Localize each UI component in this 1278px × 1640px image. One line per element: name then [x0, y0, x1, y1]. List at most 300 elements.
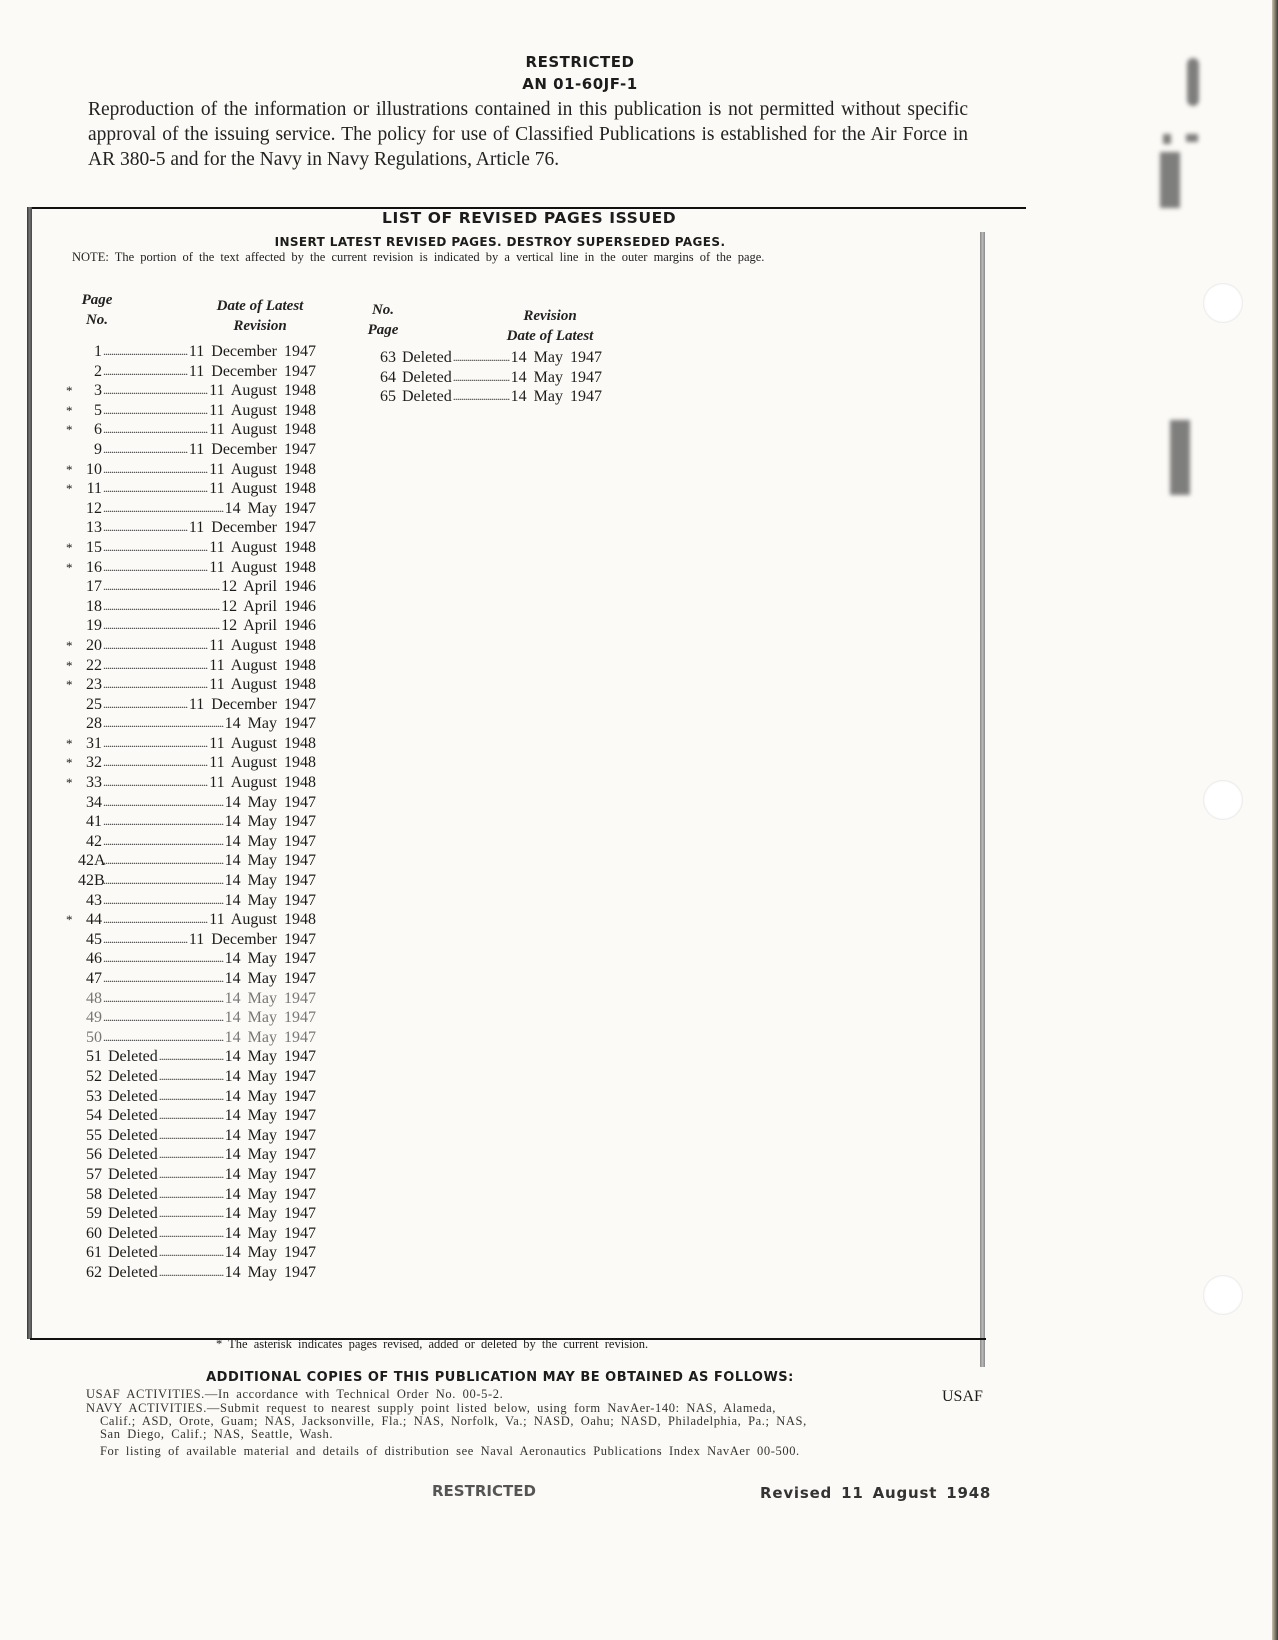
- page-number: 15: [86, 538, 102, 556]
- dot-leader: [103, 910, 208, 930]
- revised-asterisk: [66, 1106, 78, 1126]
- revised-asterisk: [66, 1243, 78, 1263]
- revision-row: [66, 1204, 316, 1224]
- page-number: 57: [86, 1165, 102, 1183]
- revision-row: [66, 460, 316, 480]
- page-number: 63: [380, 349, 396, 366]
- dot-leader: [103, 499, 224, 519]
- dot-leader: [103, 558, 208, 578]
- revised-asterisk: [66, 1204, 78, 1224]
- revision-row: [66, 597, 316, 617]
- page-number: 51: [86, 1048, 102, 1066]
- page-number: 11: [86, 480, 102, 498]
- revised-asterisk: [360, 348, 372, 368]
- header-line: Date of Latest: [506, 328, 594, 344]
- dot-leader: [103, 460, 208, 480]
- revision-row: [66, 675, 316, 695]
- page-number: 42B: [78, 872, 105, 890]
- right-page-header: [358, 300, 408, 340]
- revision-date: 14 May 1947: [224, 1205, 316, 1223]
- staple-mark-icon: [1187, 58, 1199, 106]
- staple-mark-icon: [1170, 420, 1190, 495]
- revision-row: [66, 656, 316, 676]
- page-status: Deleted: [402, 349, 452, 366]
- revision-date: 11 August 1948: [209, 734, 316, 752]
- page-number: 19: [86, 617, 102, 635]
- binder-hole-icon: [1203, 780, 1243, 820]
- revision-row: [66, 734, 316, 754]
- page-number: 22: [86, 656, 102, 674]
- page-number: 50: [86, 1028, 102, 1046]
- page-status: Deleted: [108, 1087, 158, 1105]
- page-number: 53: [86, 1087, 102, 1105]
- page-number: 20: [86, 636, 102, 654]
- dot-leader: [453, 387, 510, 407]
- dot-leader: [103, 695, 188, 715]
- dot-leader: [103, 381, 208, 401]
- revised-asterisk: [66, 577, 78, 597]
- page-number: 43: [86, 891, 102, 909]
- revision-row: [66, 558, 316, 578]
- revision-row: [66, 851, 316, 871]
- page-number: 1: [94, 343, 102, 360]
- revised-asterisk: [66, 1263, 78, 1283]
- revision-date: 11 August 1948: [209, 401, 316, 419]
- revised-asterisk: *: [66, 912, 73, 928]
- revision-date: 14 May 1947: [224, 499, 316, 517]
- revised-asterisk: *: [66, 657, 73, 673]
- revised-asterisk: [360, 368, 372, 388]
- revision-date: 14 May 1947: [224, 1009, 316, 1027]
- revised-asterisk: [66, 989, 78, 1009]
- revision-date: 14 May 1947: [224, 715, 316, 733]
- revision-row: [66, 381, 316, 401]
- footer-classification: RESTRICTED: [432, 1482, 536, 1500]
- page-number: 46: [86, 950, 102, 968]
- page-number: 52: [86, 1067, 102, 1085]
- revision-row: [66, 812, 316, 832]
- revision-date: 14 May 1947: [224, 950, 316, 968]
- revision-row: [66, 989, 316, 1009]
- document-number: AN 01-60JF-1: [522, 75, 638, 93]
- revision-note: NOTE: The portion of the text affected by the current revision is indicated by a vertical line in the outer margins of the page.: [72, 250, 765, 264]
- revision-row: [66, 1087, 316, 1107]
- dot-leader: [103, 989, 224, 1009]
- revision-date: 14 May 1947: [224, 872, 316, 890]
- dot-leader: [103, 773, 208, 793]
- revision-date: 14 May 1947: [224, 1165, 316, 1183]
- revision-date: 14 May 1947: [224, 989, 316, 1007]
- revision-row: [66, 1243, 316, 1263]
- dot-leader: [103, 930, 188, 950]
- revision-row: [66, 695, 316, 715]
- header-line: Page: [367, 322, 399, 338]
- revised-asterisk: *: [66, 422, 73, 438]
- revision-row: [66, 714, 316, 734]
- dot-leader: [103, 812, 224, 832]
- right-date-header: [490, 306, 610, 346]
- revised-asterisk: *: [66, 481, 73, 497]
- revision-row: [66, 499, 316, 519]
- revised-asterisk: *: [66, 735, 73, 751]
- revision-row: [66, 1224, 316, 1244]
- additional-copies-title: ADDITIONAL COPIES OF THIS PUBLICATION MAY BE OBTAINED AS FOLLOWS:: [206, 1370, 794, 1385]
- dot-leader: [103, 753, 208, 773]
- page-number: 12: [86, 499, 102, 517]
- page-number: 48: [86, 989, 102, 1007]
- dot-leader: [103, 342, 188, 362]
- revision-date: 14 May 1947: [224, 832, 316, 850]
- revision-row: [66, 773, 316, 793]
- revision-date: 11 August 1948: [209, 636, 316, 654]
- revision-date: 11 August 1948: [209, 911, 316, 929]
- revision-row: [66, 577, 316, 597]
- page-number: 60: [86, 1224, 102, 1242]
- frame-left-rule: [27, 207, 32, 1339]
- page-status: Deleted: [108, 1107, 158, 1125]
- revised-asterisk: *: [66, 402, 73, 418]
- dot-leader: [159, 1165, 224, 1185]
- revision-row: [66, 832, 316, 852]
- page-number: 2: [94, 362, 102, 380]
- frame-right-rule: [980, 232, 985, 1367]
- dot-leader: [103, 793, 224, 813]
- revision-row: [66, 1145, 316, 1165]
- revision-date: 14 May 1947: [224, 970, 316, 987]
- dot-leader: [103, 479, 208, 499]
- page-number: 61: [86, 1244, 102, 1262]
- page-number: 58: [86, 1185, 102, 1203]
- page-status: Deleted: [108, 1048, 158, 1066]
- revised-asterisk: [66, 597, 78, 617]
- dot-leader: [103, 616, 220, 636]
- page-number: 65: [380, 388, 396, 406]
- revised-asterisk: [66, 891, 78, 911]
- page-number: 6: [94, 421, 102, 439]
- revised-asterisk: [66, 812, 78, 832]
- revision-date: 11 August 1948: [209, 480, 316, 498]
- page-number: 42A: [78, 852, 106, 870]
- revision-date: 11 August 1948: [209, 460, 316, 478]
- dot-leader: [103, 871, 224, 891]
- revision-date: 11 August 1948: [209, 558, 316, 576]
- page-status: Deleted: [108, 1067, 158, 1085]
- page-number: 44: [86, 911, 102, 929]
- page-number: 3: [94, 382, 102, 400]
- dot-leader: [159, 1185, 224, 1205]
- page-number: 42: [86, 832, 102, 850]
- asterisk-footnote: * The asterisk indicates pages revised, added or deleted by the current revision.: [216, 1337, 649, 1351]
- revision-date: 14 May 1947: [510, 368, 602, 386]
- page-number: 47: [86, 970, 102, 987]
- staple-mark-icon: [1163, 134, 1171, 144]
- revision-row: [66, 930, 316, 950]
- revision-date: 11 December 1947: [188, 362, 316, 380]
- dot-leader: [159, 1204, 224, 1224]
- dot-leader: [159, 1263, 224, 1283]
- revision-date: 14 May 1947: [224, 1263, 316, 1281]
- page-number: 23: [86, 676, 102, 694]
- binder-hole-icon: [1203, 283, 1243, 323]
- revised-asterisk: [66, 1224, 78, 1244]
- dot-leader: [103, 714, 224, 734]
- dot-leader: [159, 1047, 224, 1067]
- dot-leader: [103, 949, 224, 969]
- revised-asterisk: [66, 793, 78, 813]
- header-line: Revision: [233, 318, 287, 334]
- revision-date: 14 May 1947: [224, 1067, 316, 1085]
- page-number: 49: [86, 1009, 102, 1027]
- revision-row: [66, 1165, 316, 1185]
- revision-row: [66, 949, 316, 969]
- dot-leader: [103, 832, 224, 852]
- page-status: Deleted: [108, 1185, 158, 1203]
- navy-activities: NAVY ACTIVITIES.—Submit request to nearest supply point listed below, using form NavAer-140: NAS, Alameda,: [86, 1401, 777, 1415]
- page-number: 33: [86, 774, 102, 792]
- navy-activities-3: San Diego, Calif.; NAS, Seattle, Wash.: [100, 1427, 334, 1441]
- page-status: Deleted: [402, 368, 452, 386]
- revision-date: 14 May 1947: [224, 1107, 316, 1125]
- revision-date: 14 May 1947: [224, 1146, 316, 1164]
- page-number: 41: [86, 813, 102, 831]
- staple-mark-icon: [1160, 152, 1180, 208]
- revised-asterisk: [66, 1145, 78, 1165]
- revised-asterisk: *: [66, 637, 73, 653]
- page-number: 5: [94, 401, 102, 419]
- revision-date: 11 August 1948: [209, 538, 316, 556]
- dot-leader: [159, 1067, 224, 1087]
- revision-date: 11 December 1947: [188, 343, 316, 360]
- dot-leader: [103, 891, 224, 911]
- dot-leader: [103, 440, 188, 460]
- dot-leader: [103, 1028, 224, 1048]
- header-line: Revision: [523, 308, 577, 324]
- revised-asterisk: [66, 1008, 78, 1028]
- page-number: 13: [86, 519, 102, 537]
- revised-asterisk: [66, 930, 78, 950]
- page-number: 10: [86, 460, 102, 478]
- revised-asterisk: [66, 1185, 78, 1205]
- revision-row: [66, 1008, 316, 1028]
- page-number: 55: [86, 1126, 102, 1144]
- dot-leader: [103, 969, 224, 989]
- revision-date: 14 May 1947: [224, 1224, 316, 1242]
- reproduction-notice: Reproduction of the information or illustrations contained in this publication is not permitted without specific approval of the issuing service. The policy for use of Classified Publications is established for the Air Force in AR 380-5 and for the Navy in Navy Regulations, Article 76.: [88, 99, 968, 170]
- revised-asterisk: *: [66, 539, 73, 555]
- revision-row: [66, 871, 316, 891]
- insert-instruction: INSERT LATEST REVISED PAGES. DESTROY SUPERSEDED PAGES.: [274, 235, 726, 249]
- revised-asterisk: *: [66, 755, 73, 771]
- page-status: Deleted: [108, 1165, 158, 1183]
- revision-row: [66, 362, 316, 382]
- revised-asterisk: [360, 387, 372, 407]
- dot-leader: [103, 420, 208, 440]
- dot-leader: [103, 636, 208, 656]
- revision-date: 12 April 1946: [221, 617, 316, 635]
- revised-asterisk: [66, 714, 78, 734]
- dot-leader: [159, 1087, 224, 1107]
- page-status: Deleted: [108, 1244, 158, 1262]
- distribution-listing: For listing of available material and details of distribution see Naval Aeronautics Publications Index NavAer 00-500.: [100, 1444, 800, 1458]
- revised-asterisk: [66, 1126, 78, 1146]
- page-status: Deleted: [108, 1224, 158, 1242]
- revision-date: 14 May 1947: [224, 1185, 316, 1203]
- dot-leader: [103, 851, 224, 871]
- revision-date: 11 August 1948: [209, 774, 316, 792]
- revision-date: 14 May 1947: [224, 1244, 316, 1262]
- list-title: LIST OF REVISED PAGES ISSUED: [376, 209, 682, 227]
- dot-leader: [159, 1145, 224, 1165]
- revision-row: [66, 420, 316, 440]
- dot-leader: [103, 577, 220, 597]
- header-line: No.: [371, 302, 395, 318]
- page-number: 16: [86, 558, 102, 576]
- revision-date: 14 May 1947: [510, 388, 602, 406]
- page-number: 9: [94, 440, 102, 458]
- revision-date: 11 August 1948: [209, 421, 316, 439]
- dot-leader: [159, 1224, 224, 1244]
- page-number: 25: [86, 695, 102, 713]
- usaf-activities: USAF ACTIVITIES.—In accordance with Technical Order No. 00-5-2.: [86, 1387, 504, 1401]
- revision-row: [66, 753, 316, 773]
- page-status: Deleted: [402, 388, 452, 406]
- navy-activities-2: Calif.; ASD, Orote, Guam; NAS, Jacksonville, Fla.; NAS, Norfolk, Va.; NASD, Oahu; NASD, Philadelphia, Pa.; NAS,: [100, 1414, 807, 1428]
- revised-asterisk: [66, 1165, 78, 1185]
- dot-leader: [103, 734, 208, 754]
- revision-row: [66, 401, 316, 421]
- revised-asterisk: *: [66, 383, 73, 399]
- revision-date: 11 August 1948: [209, 382, 316, 400]
- dot-leader: [103, 656, 208, 676]
- revision-row: [66, 1047, 316, 1067]
- revision-date: 14 May 1947: [224, 1126, 316, 1144]
- revision-row: [66, 793, 316, 813]
- revised-asterisk: *: [66, 461, 73, 477]
- staple-mark-icon: [1186, 134, 1198, 142]
- page-number: 28: [86, 715, 102, 733]
- dot-leader: [103, 1008, 224, 1028]
- revised-asterisk: [66, 499, 78, 519]
- revision-date: 14 May 1947: [224, 1048, 316, 1066]
- revision-row: [66, 1185, 316, 1205]
- revision-date: 11 December 1947: [188, 519, 316, 537]
- revision-date: 12 April 1946: [221, 578, 316, 596]
- revision-row: [66, 518, 316, 538]
- revision-row: [66, 616, 316, 636]
- page-status: Deleted: [108, 1205, 158, 1223]
- page-status: Deleted: [108, 1146, 158, 1164]
- revised-asterisk: *: [66, 677, 73, 693]
- revised-asterisk: [66, 1087, 78, 1107]
- revision-date: 14 May 1947: [224, 852, 316, 870]
- revision-row: [66, 1263, 316, 1283]
- revised-asterisk: *: [66, 775, 73, 791]
- revised-asterisk: [66, 851, 78, 871]
- dot-leader: [453, 368, 510, 388]
- dot-leader: [103, 538, 208, 558]
- page-number: 31: [86, 734, 102, 752]
- revised-asterisk: [66, 969, 78, 989]
- revision-row: [66, 969, 316, 989]
- revision-row: [66, 342, 316, 362]
- page-number: 54: [86, 1107, 102, 1125]
- revision-date: 12 April 1946: [221, 597, 316, 615]
- revised-asterisk: [66, 871, 78, 891]
- revised-asterisk: *: [66, 559, 73, 575]
- right-revision-list: [360, 348, 602, 407]
- revised-asterisk: [66, 1047, 78, 1067]
- dot-leader: [453, 348, 510, 368]
- dot-leader: [103, 401, 208, 421]
- page-number: 32: [86, 754, 102, 772]
- revised-asterisk: [66, 832, 78, 852]
- page-status: Deleted: [108, 1263, 158, 1281]
- revised-asterisk: [66, 1067, 78, 1087]
- page-number: 18: [86, 597, 102, 615]
- left-page-header: [72, 290, 122, 330]
- page-number: 17: [86, 578, 102, 596]
- revision-date: 11 December 1947: [188, 440, 316, 458]
- revision-date: 11 December 1947: [188, 695, 316, 713]
- revision-row: [66, 440, 316, 460]
- dot-leader: [103, 362, 188, 382]
- revision-date: 14 May 1947: [510, 349, 602, 366]
- left-revision-list: [66, 342, 316, 1283]
- page-number: 45: [86, 930, 102, 948]
- revised-asterisk: [66, 1028, 78, 1048]
- dot-leader: [103, 518, 188, 538]
- revision-date: 14 May 1947: [224, 1028, 316, 1046]
- revision-row: [360, 348, 602, 368]
- header-line: No.: [85, 312, 109, 328]
- header-line: Date of Latest: [216, 298, 304, 314]
- page-number: 59: [86, 1205, 102, 1223]
- revised-asterisk: [66, 616, 78, 636]
- binder-hole-icon: [1203, 1275, 1243, 1315]
- revision-row: [360, 387, 602, 407]
- revision-date: 14 May 1947: [224, 793, 316, 811]
- dot-leader: [103, 597, 220, 617]
- revision-row: [66, 1126, 316, 1146]
- revision-row: [66, 1067, 316, 1087]
- revised-asterisk: [66, 949, 78, 969]
- revision-date: 14 May 1947: [224, 891, 316, 909]
- page-number: 34: [86, 793, 102, 811]
- revised-asterisk: [66, 362, 78, 382]
- page-status: Deleted: [108, 1126, 158, 1144]
- revision-row: [66, 910, 316, 930]
- revised-asterisk: [66, 440, 78, 460]
- classification-header: RESTRICTED: [525, 53, 635, 71]
- dot-leader: [159, 1243, 224, 1263]
- revision-row: [66, 1106, 316, 1126]
- revision-row: [66, 636, 316, 656]
- revised-asterisk: [66, 342, 78, 362]
- revised-asterisk: [66, 518, 78, 538]
- left-date-header: [200, 296, 320, 336]
- revision-date: 14 May 1947: [224, 813, 316, 831]
- revision-row: [66, 479, 316, 499]
- revision-date: 11 August 1948: [209, 676, 316, 694]
- dot-leader: [103, 675, 208, 695]
- header-line: Page: [81, 292, 113, 308]
- dot-leader: [159, 1126, 224, 1146]
- dot-leader: [159, 1106, 224, 1126]
- page-number: 62: [86, 1263, 102, 1281]
- revision-date: 11 August 1948: [209, 754, 316, 772]
- revision-date: 11 August 1948: [209, 656, 316, 674]
- revision-date: Revised 11 August 1948: [760, 1484, 992, 1502]
